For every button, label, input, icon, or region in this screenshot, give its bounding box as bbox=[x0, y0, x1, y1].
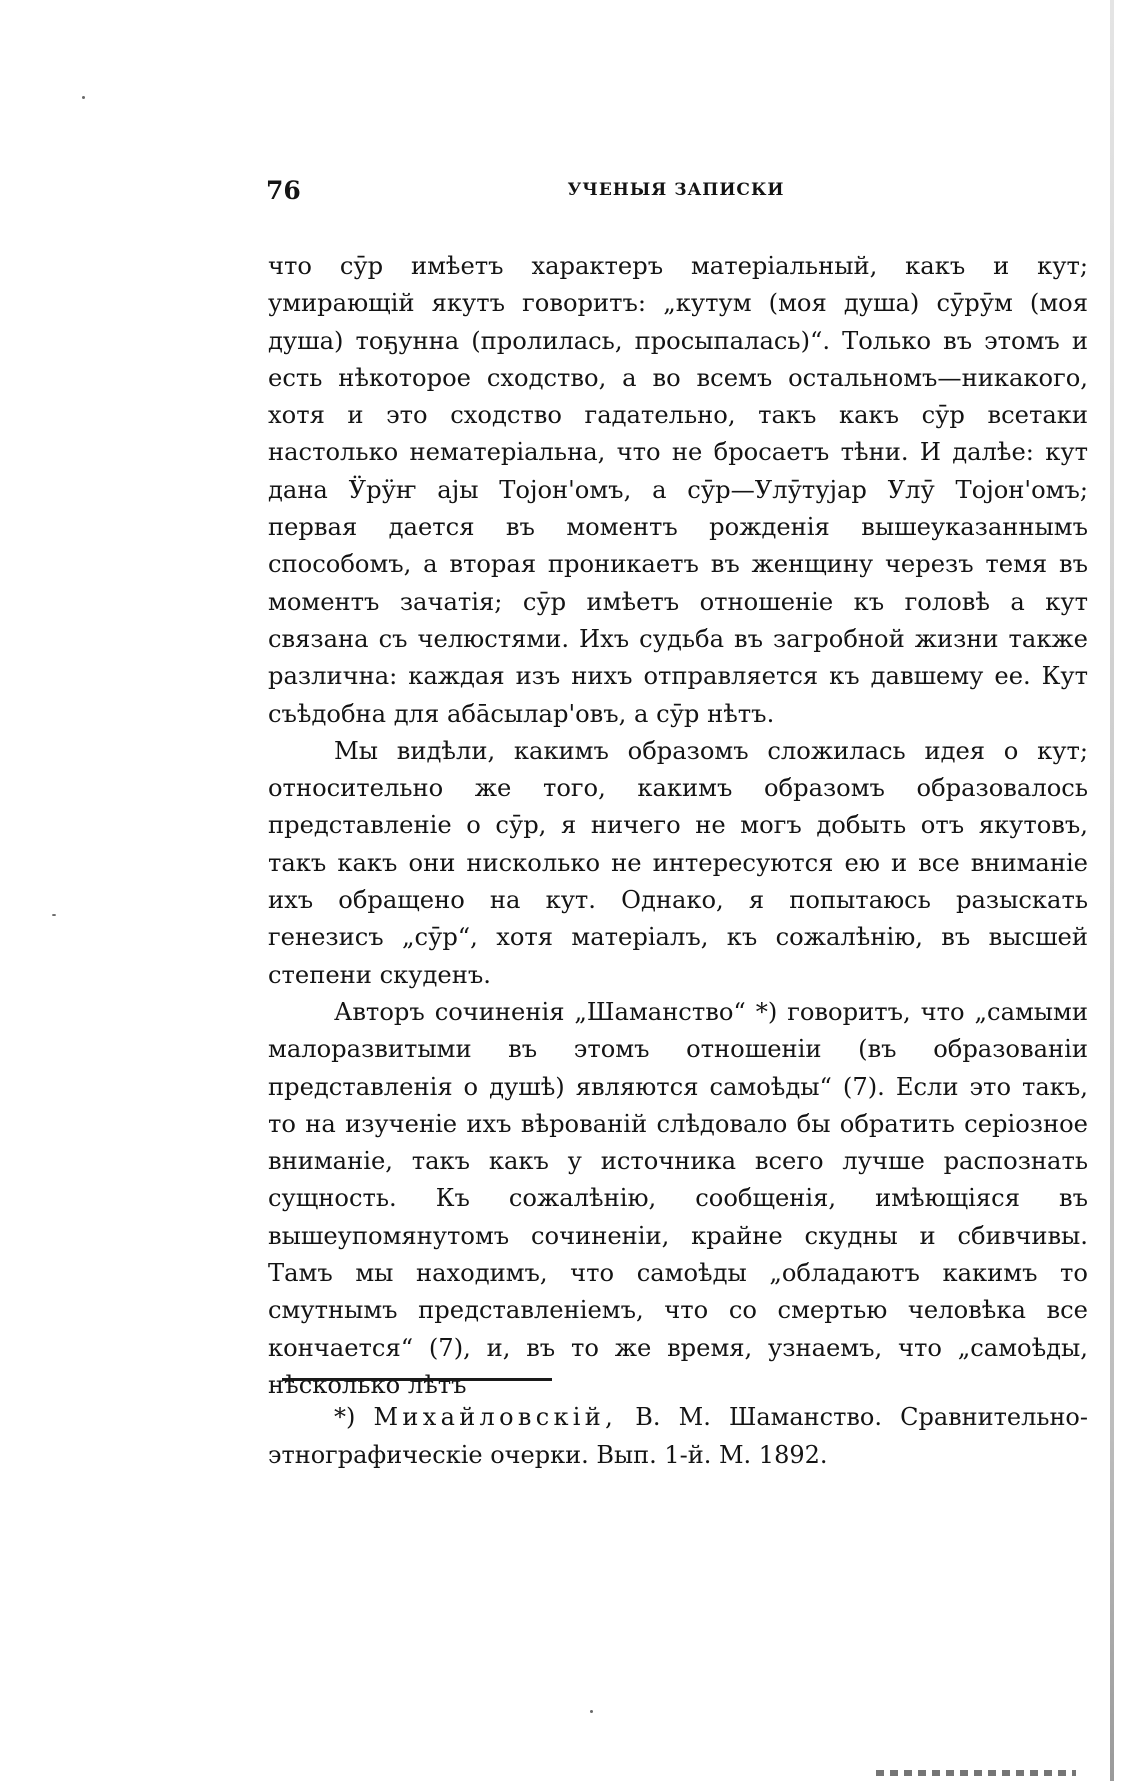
scan-speck bbox=[52, 914, 56, 916]
paragraph: Авторъ сочиненія „Шаманство“ *) говоритъ, что „самыми малоразвитыми въ этомъ отношеніи (въ образованіи представленія о душѣ) являются самоѣды“ (7). Если это такъ, то на изученіе ихъ вѣрованій слѣдовало бы обратить серіозное вниманіе, такъ какъ у источника всего лучше распознать сущность. Къ сожалѣнію, сообщенія, имѣющіяся въ вышеупомянутомъ сочиненіи, крайне скудны и сбивчивы. Тамъ мы находимъ, что самоѣды „обладаютъ какимъ то смутнымъ представленіемъ, что со смертью человѣка все кончается“ (7), и, въ то же время, узнаемъ, что „самоѣды, нѣсколько лѣтъ bbox=[268, 997, 1088, 1399]
scan-artifact bbox=[876, 1770, 1076, 1776]
page-number: 76 bbox=[266, 176, 301, 205]
footnote-author: Михайловскій, bbox=[373, 1403, 618, 1431]
scan-edge-line bbox=[1110, 0, 1114, 1781]
footnote bbox=[268, 1398, 1088, 1474]
footnote-divider bbox=[282, 1378, 552, 1381]
footnote-text: В. М. Шаманство. Сравнительно-этнографическіе очерки. Вып. 1-й. М. 1892. bbox=[268, 1403, 1088, 1469]
scan-speck bbox=[590, 1710, 593, 1713]
paragraph: что сӯр имѣетъ характеръ матеріальный, какъ и кут; умирающій якутъ говоритъ: „кутум (моя душа) сӯрӯм (моя душа) тоҕунна (пролилась, просыпалась)“. Только въ этомъ и есть нѣкоторое сходство, а во всемъ остальномъ—никакого, хотя и это сходство гадательно, такъ какъ сӯр всетаки настолько нематеріальна, что не бросаетъ тѣни. И далѣе: кут дана Ӱрӱҥ ajы Тојон'омъ, а сӯр—Улӯтујар Улӯ Тојон'омъ; первая дается въ моментъ рожденія вышеуказаннымъ способомъ, а вторая проникаетъ въ женщину черезъ темя въ моментъ зачатія; сӯр имѣетъ отношеніе къ головѣ а кут связана съ челюстями. Ихъ судьба въ загробной жизни также различна: каждая изъ нихъ отправляется къ давшему ее. Кут съѣдобна для абāсылар'овъ, а сӯр нѣтъ. bbox=[268, 252, 1088, 728]
main-text bbox=[268, 248, 1088, 1404]
footnote-marker: *) bbox=[334, 1403, 356, 1431]
paragraph: Мы видѣли, какимъ образомъ сложилась идея о кут; относительно же того, какимъ образомъ образовалось представленіе о сӯр, я ничего не могъ добыть отъ якутовъ, такъ какъ они нисколько не интересуются ею и все вниманіе ихъ обращено на кут. Однако, я попытаюсь разыскать генезисъ „сӯр“, хотя матеріалъ, къ сожалѣнію, въ высшей степени скуденъ. bbox=[268, 736, 1088, 989]
running-title: УЧЕНЫЯ ЗАПИСКИ bbox=[567, 180, 785, 200]
scan-speck bbox=[82, 96, 85, 99]
page-header bbox=[266, 176, 1086, 216]
